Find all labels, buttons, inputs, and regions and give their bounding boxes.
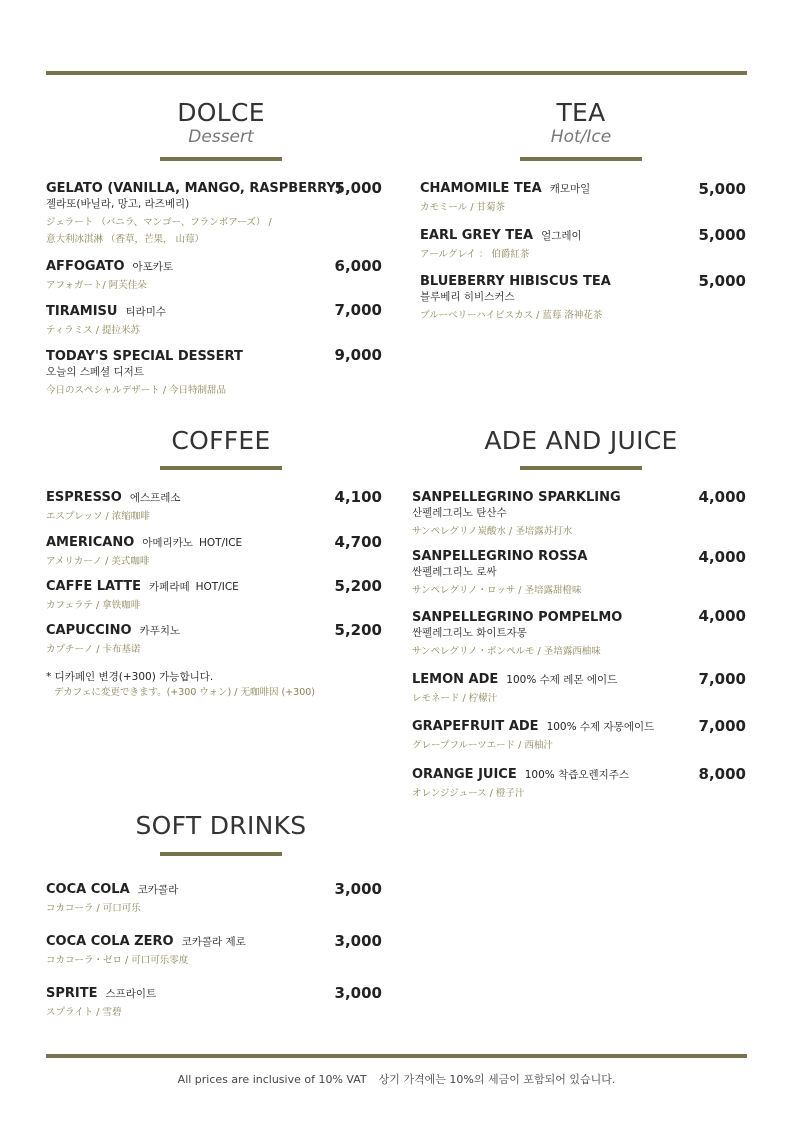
item-korean: 100% 수제 자몽에이드 (546, 721, 655, 733)
item-name: SANPELLEGRINO ROSSA (412, 549, 588, 564)
item-japanese: サンペレグリノ・ポンペルモ / 圣培露西柚味 (412, 646, 601, 657)
menu-item-americano (46, 535, 242, 570)
menu-item-orange-juice (412, 767, 629, 802)
item-japanese: カモミール / 甘菊茶 (420, 202, 506, 213)
menu-item-capuccino (46, 623, 180, 658)
menu-item-gelato (46, 181, 342, 248)
item-price: 4,000 (698, 488, 746, 506)
item-japanese: コカコーラ / 可口可乐 (46, 903, 141, 914)
menu-item-earl-grey (420, 228, 582, 263)
item-name: AFFOGATO (46, 259, 125, 274)
top-divider (46, 71, 747, 75)
section-title-dolce (101, 99, 341, 147)
item-name: GELATO (VANILLA, MANGO, RASPBERRY) (46, 181, 342, 196)
vat-note-english: All prices are inclusive of 10% VAT (177, 1073, 367, 1086)
item-japanese: ジェラート （バニラ、マンゴー、フランボアーズ） / (46, 217, 272, 228)
item-korean: 캐모마일 (549, 183, 591, 195)
section-underline (520, 157, 642, 161)
item-price: 4,700 (334, 533, 382, 551)
item-name: ORANGE JUICE (412, 767, 517, 782)
item-name: TIRAMISU (46, 304, 118, 319)
item-japanese: 今日のスペシャルデザート / 今日特制甜品 (46, 385, 227, 396)
section-subheading: Dessert (188, 127, 254, 147)
item-japanese: カフェラテ / 拿铁咖啡 (46, 600, 141, 611)
menu-item-caffe-latte (46, 579, 239, 614)
section-underline (160, 157, 282, 161)
item-korean: 코카콜라 (137, 884, 179, 896)
item-name: LEMON ADE (412, 672, 499, 687)
item-price: 5,000 (698, 272, 746, 290)
item-name: COCA COLA ZERO (46, 934, 174, 949)
item-japanese: コカコーラ・ゼロ / 可口可乐零度 (46, 955, 189, 966)
item-chinese: 意大利冰淇淋 （香草，芒果， 山莓） (46, 234, 205, 245)
decaf-note-korean: * 디카페인 변경(+300) 가능합니다. (46, 671, 214, 683)
item-korean: 블루베리 히비스커스 (420, 291, 515, 303)
item-price: 9,000 (334, 346, 382, 364)
item-price: 3,000 (334, 880, 382, 898)
item-korean: 얼그레이 (541, 230, 582, 242)
item-korean: 100% 수제 레몬 에이드 (506, 674, 618, 686)
item-korean: 에스프레소 (129, 492, 181, 504)
item-japanese: グレープフルーツエード / 西柚汁 (412, 740, 553, 751)
section-underline (520, 466, 642, 470)
item-japanese: エスプレッソ / 浓缩咖啡 (46, 511, 150, 522)
section-title-tea (461, 99, 701, 147)
menu-item-sanpellegrino-rossa (412, 549, 587, 599)
item-korean: 싼펠레그리노 화이트자몽 (412, 627, 527, 639)
item-price: 5,200 (334, 577, 382, 595)
decaf-note (46, 669, 315, 701)
item-price: 7,000 (698, 717, 746, 735)
menu-item-todays-special (46, 349, 243, 399)
item-korean: 오늘의 스페셜 디저트 (46, 366, 144, 378)
section-title-ade-juice (461, 427, 701, 455)
menu-item-espresso (46, 490, 181, 525)
item-price: 4,000 (698, 548, 746, 566)
item-japanese: スプライト / 雪碧 (46, 1007, 122, 1018)
item-name: SANPELLEGRINO POMPELMO (412, 610, 623, 625)
item-price: 4,100 (334, 488, 382, 506)
item-korean: 아포카토 (132, 261, 174, 273)
item-price: 5,000 (698, 180, 746, 198)
item-price: 8,000 (698, 765, 746, 783)
section-underline (160, 466, 282, 470)
item-name: CAPUCCINO (46, 623, 132, 638)
bottom-divider (46, 1054, 747, 1058)
menu-item-sanpellegrino-sparkling (412, 490, 621, 540)
menu-item-coca-cola-zero (46, 934, 246, 969)
item-price: 4,000 (698, 607, 746, 625)
item-japanese: レモネード / 柠檬汁 (412, 693, 498, 704)
section-subheading: Hot/Ice (550, 127, 612, 147)
item-temperature: HOT/ICE (198, 537, 243, 549)
item-korean: 스프라이트 (105, 988, 157, 1000)
item-price: 5,000 (334, 179, 382, 197)
menu-item-grapefruit-ade (412, 719, 654, 754)
menu-item-sanpellegrino-pompelmo (412, 610, 622, 660)
item-price: 5,200 (334, 621, 382, 639)
item-japanese: アメリカーノ / 美式咖啡 (46, 556, 150, 567)
item-name: TODAY'S SPECIAL DESSERT (46, 349, 243, 364)
item-japanese: アールグレイ ： 伯爵紅茶 (420, 249, 530, 260)
menu-item-lemon-ade (412, 672, 617, 707)
item-price: 5,000 (698, 226, 746, 244)
item-temperature: HOT/ICE (195, 581, 239, 593)
item-name: COCA COLA (46, 882, 130, 897)
item-price: 3,000 (334, 932, 382, 950)
menu-item-tiramisu (46, 304, 166, 339)
item-korean: 아메리카노 (142, 537, 193, 549)
item-name: ESPRESSO (46, 490, 122, 505)
section-underline (160, 852, 282, 856)
item-korean: 싼펠레그리노 로싸 (412, 566, 497, 578)
item-japanese: ティラミス / 提拉米苏 (46, 325, 140, 336)
decaf-note-japanese: デカフェに変更できます。(+300 ウォン) / 无咖啡因 (+300) (54, 687, 315, 698)
menu-item-chamomile (420, 181, 590, 216)
item-korean: 젤라또(바닐라, 망고, 라즈베리) (46, 198, 190, 210)
menu-item-blueberry-hibiscus (420, 274, 611, 324)
item-name: GRAPEFRUIT ADE (412, 719, 539, 734)
menu-item-sprite (46, 986, 156, 1021)
item-korean: 코카콜라 제로 (181, 936, 246, 948)
item-name: EARL GREY TEA (420, 228, 534, 243)
section-heading: ADE AND JUICE (484, 426, 678, 455)
item-name: AMERICANO (46, 535, 135, 550)
item-japanese: ブルーベリーハイビスカス / 蓝莓 洛神花茶 (420, 310, 603, 321)
section-title-soft-drinks (101, 812, 341, 840)
item-korean: 100% 착즙오렌지주스 (524, 769, 630, 781)
vat-note-korean: 상기 가격에는 10%의 세금이 포함되어 있습니다. (378, 1073, 616, 1086)
item-japanese: アフォガート/ 阿芙佳朵 (46, 280, 147, 291)
item-name: BLUEBERRY HIBISCUS TEA (420, 274, 611, 289)
menu-item-affogato (46, 259, 173, 294)
item-korean: 카페라떼 (149, 581, 190, 593)
item-name: SANPELLEGRINO SPARKLING (412, 490, 621, 505)
section-heading: DOLCE (177, 98, 265, 127)
menu-item-coca-cola (46, 882, 178, 917)
item-price: 3,000 (334, 984, 382, 1002)
section-title-coffee (101, 427, 341, 455)
item-price: 6,000 (334, 257, 382, 275)
item-japanese: カプチーノ / 卡布基诺 (46, 644, 141, 655)
section-heading: TEA (556, 98, 606, 127)
item-price: 7,000 (698, 670, 746, 688)
section-heading: COFFEE (171, 426, 271, 455)
item-price: 7,000 (334, 301, 382, 319)
item-name: CHAMOMILE TEA (420, 181, 542, 196)
item-korean: 산펠레그리노 탄산수 (412, 507, 507, 519)
vat-footer (0, 1071, 793, 1087)
item-japanese: オレンジジュース / 橙子汁 (412, 788, 525, 799)
item-korean: 카푸치노 (139, 625, 181, 637)
item-japanese: サンペレグリノ・ロッサ / 圣培露甜橙味 (412, 585, 582, 596)
item-japanese: サンペレグリノ炭酸水 / 圣培露苏打水 (412, 526, 573, 537)
section-heading: SOFT DRINKS (135, 811, 307, 840)
item-name: CAFFE LATTE (46, 579, 142, 594)
item-name: SPRITE (46, 986, 98, 1001)
item-korean: 티라미수 (125, 306, 167, 318)
